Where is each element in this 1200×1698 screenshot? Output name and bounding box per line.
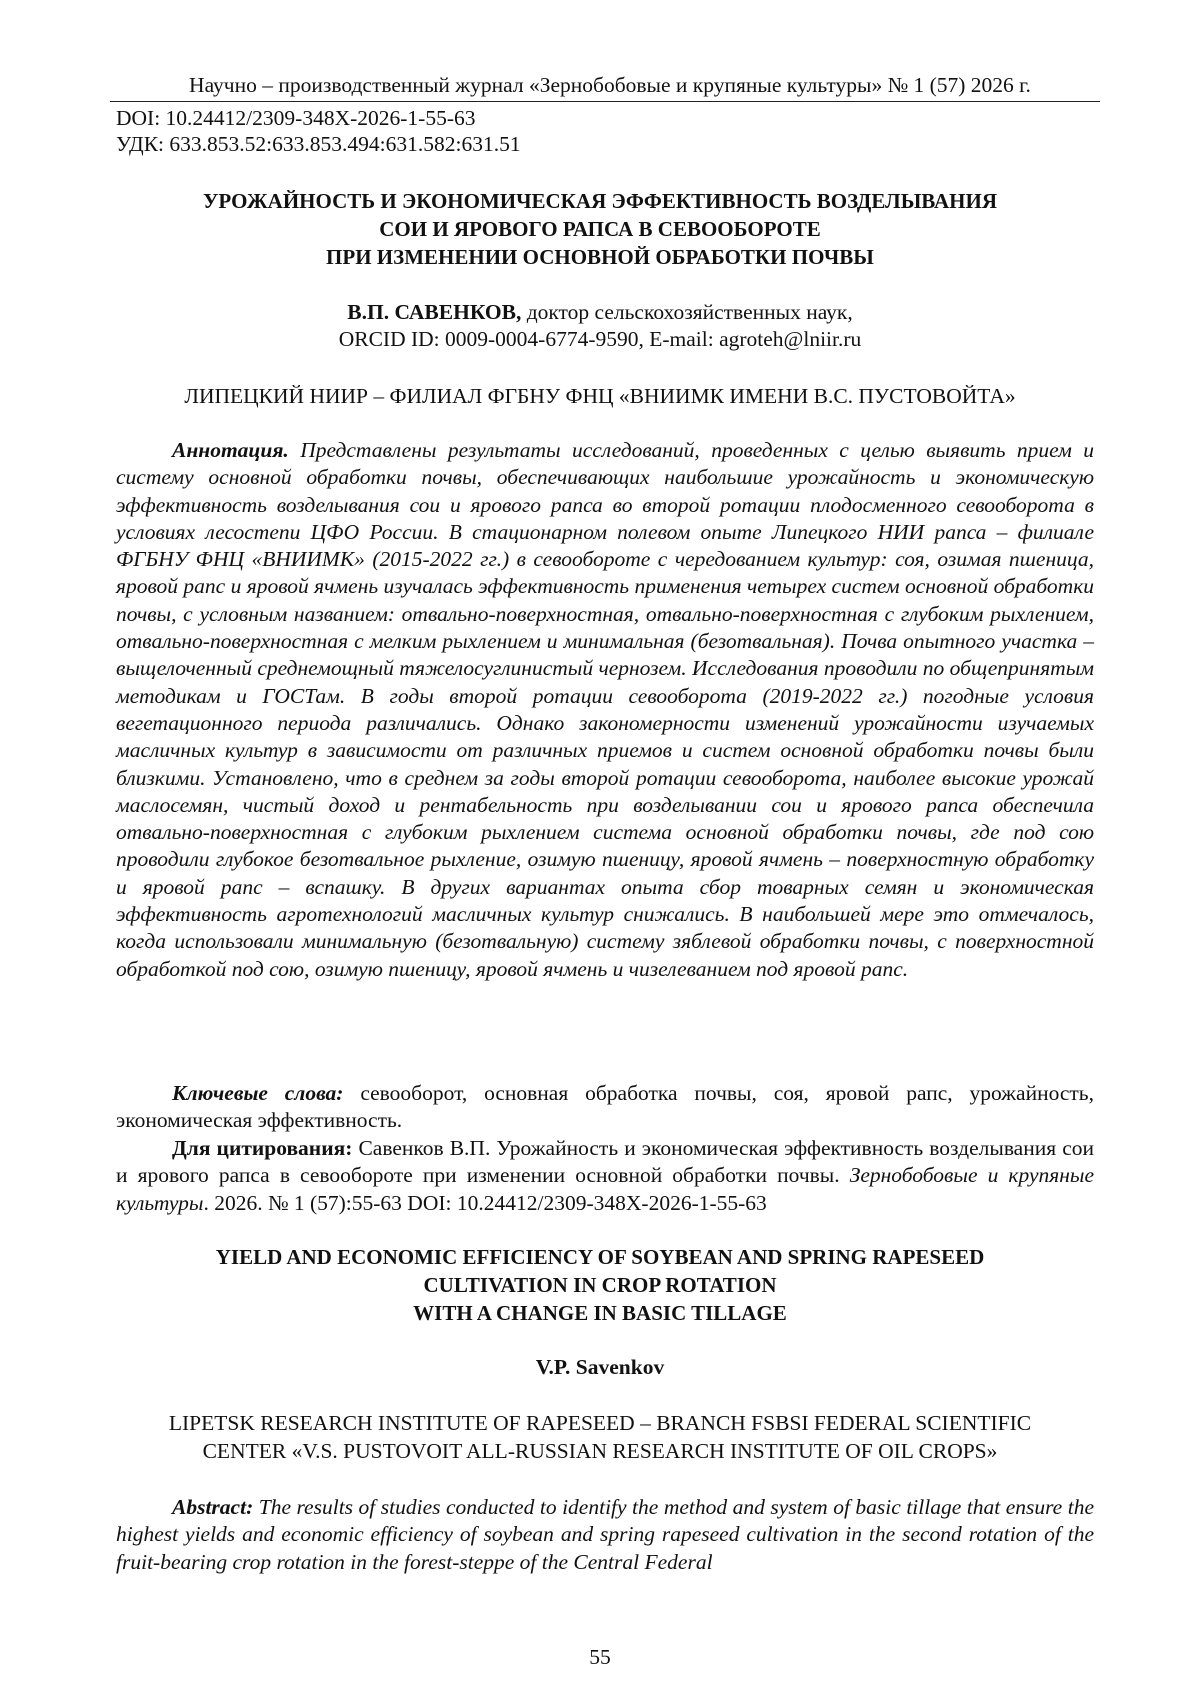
journal-header: Научно – производственный журнал «Зернобобовые и крупяные культуры» № 1 (57) 2026 г. — [189, 73, 1031, 97]
author-en: V.P. Savenkov — [535, 1355, 665, 1379]
keywords-ru-label: Ключевые слова: — [172, 1081, 344, 1105]
citation — [116, 1135, 1094, 1217]
abstract-en-text: The results of studies conducted to identify the method and system of basic tillage that ensure the highest yields and economic efficiency of soybean and spring rapeseed cultivation in the second rotation of the fruit-bearing crop rotation in the forest-steppe of the Central Federal — [116, 1495, 1094, 1574]
author-ru-name: В.П. САВЕНКОВ, — [347, 300, 522, 324]
title-ru-line-3: ПРИ ИЗМЕНЕНИИ ОСНОВНОЙ ОБРАБОТКИ ПОЧВЫ — [326, 245, 874, 269]
page-number: 55 — [589, 1645, 611, 1669]
affiliation-en-line-1: LIPETSK RESEARCH INSTITUTE OF RAPESEED – BRANCH FSBSI FEDERAL SCIENTIFIC — [168, 1411, 1032, 1435]
abstract-ru — [116, 437, 1094, 983]
doi-line: DOI: 10.24412/2309-348X-2026-1-55-63 — [116, 106, 476, 130]
title-ru-line-2: СОИ И ЯРОВОГО РАПСА В СЕВООБОРОТЕ — [379, 217, 821, 241]
abstract-ru-label: Аннотация. — [172, 438, 289, 462]
citation-tail: . 2026. № 1 (57):55-63 DOI: 10.24412/2309-348X-2026-1-55-63 — [203, 1190, 767, 1215]
abstract-en — [116, 1494, 1094, 1576]
title-en — [110, 1243, 1090, 1327]
title-en-line-3: WITH A CHANGE IN BASIC TILLAGE — [413, 1301, 787, 1325]
affiliation-ru: ЛИПЕЦКИЙ НИИР – ФИЛИАЛ ФГБНУ ФНЦ «ВНИИМК ИМЕНИ В.С. ПУСТОВОЙТА» — [184, 384, 1016, 408]
keywords-ru-text: севооборот, основная обработка почвы, соя, яровой рапс, урожайность, экономическая эффективность. — [116, 1081, 1094, 1133]
keywords-ru — [116, 1080, 1094, 1135]
abstract-en-label: Abstract: — [172, 1495, 254, 1519]
author-ru-degree: доктор сельскохозяйственных наук, — [521, 300, 853, 324]
citation-journal: Зернобобовые и крупяные культуры — [116, 1163, 1094, 1215]
author-ru — [110, 298, 1090, 326]
udk-line: УДК: 633.853.52:633.853.494:631.582:631.51 — [116, 132, 521, 156]
title-ru-line-1: УРОЖАЙНОСТЬ И ЭКОНОМИЧЕСКАЯ ЭФФЕКТИВНОСТЬ ВОЗДЕЛЫВАНИЯ — [202, 189, 997, 213]
affiliation-en-line-2: CENTER «V.S. PUSTOVOIT ALL-RUSSIAN RESEARCH INSTITUTE OF OIL CROPS» — [202, 1439, 998, 1463]
title-en-line-1: YIELD AND ECONOMIC EFFICIENCY OF SOYBEAN AND SPRING RAPESEED — [215, 1245, 985, 1269]
citation-label: Для цитирования: — [172, 1136, 353, 1160]
title-en-line-2: CULTIVATION IN CROP ROTATION — [423, 1273, 777, 1297]
abstract-ru-text: Представлены результаты исследований, проведенных с целью выявить прием и систему основной обработки почвы, обеспечивающих наибольшие урожайность и экономическую эффективность возделывания сои и ярового рапса во второй ротации плодосменного севооборота в условиях лесостепи ЦФО России. В стационарном полевом опыте Липецкого НИИ рапса – филиале ФГБНУ ФНЦ «ВНИИМК» (2015-2022 гг.) в севообороте с чередованием культур: соя, озимая пшеница, яровой рапс и яровой ячмень изучалась эффективность применения четырех систем основной обработки почвы, с условным названием: отвально-поверхностная, отвально-поверхностная с глубоким рыхлением, отвально-поверхностная с мелким рыхлением и минимальная (безотвальная). Почва опытного участка – выщелоченный среднемощный тяжелосуглинистый чернозем. Исследования проводили по общепринятым методикам и ГОСТам. В годы второй ротации севооборота (2019-2022 гг.) погодные условия вегетационного периода различались. Однако закономерности изменений урожайности изучаемых масличных культур в зависимости от различных приемов и систем основной обработки почвы были близкими. Установлено, что в среднем за годы второй ротации севооборота, наиболее высокие урожай маслосемян, чистый доход и рентабельность при возделывании сои и ярового рапса обеспечила отвально-поверхностная с глубоким рыхлением система основной обработки почвы, где под сою проводили глубокое безотвальное рыхление, озимую пшеницу, яровой ячмень – поверхностную обработку и яровой рапс – вспашку. В других вариантах опыта сбор товарных семян и экономическая эффективность агротехнологий масличных культур снижались. В наибольшей мере это отмечалось, когда использовали минимальную (безотвальную) систему зяблевой обработки почвы, с поверхностной обработкой под сою, озимую пшеницу, яровой ячмень и чизелеванием под яровой рапс. — [116, 438, 1094, 981]
author-ru-contacts: ORCID ID: 0009-0004-6774-9590, E-mail: agroteh@lniir.ru — [338, 327, 862, 351]
header-rule — [110, 101, 1100, 102]
title-ru — [110, 187, 1090, 271]
citation-text: Савенков В.П. Урожайность и экономическая эффективность возделывания сои и ярового рапса в севообороте при изменении основной обработки почвы. — [116, 1136, 1094, 1188]
